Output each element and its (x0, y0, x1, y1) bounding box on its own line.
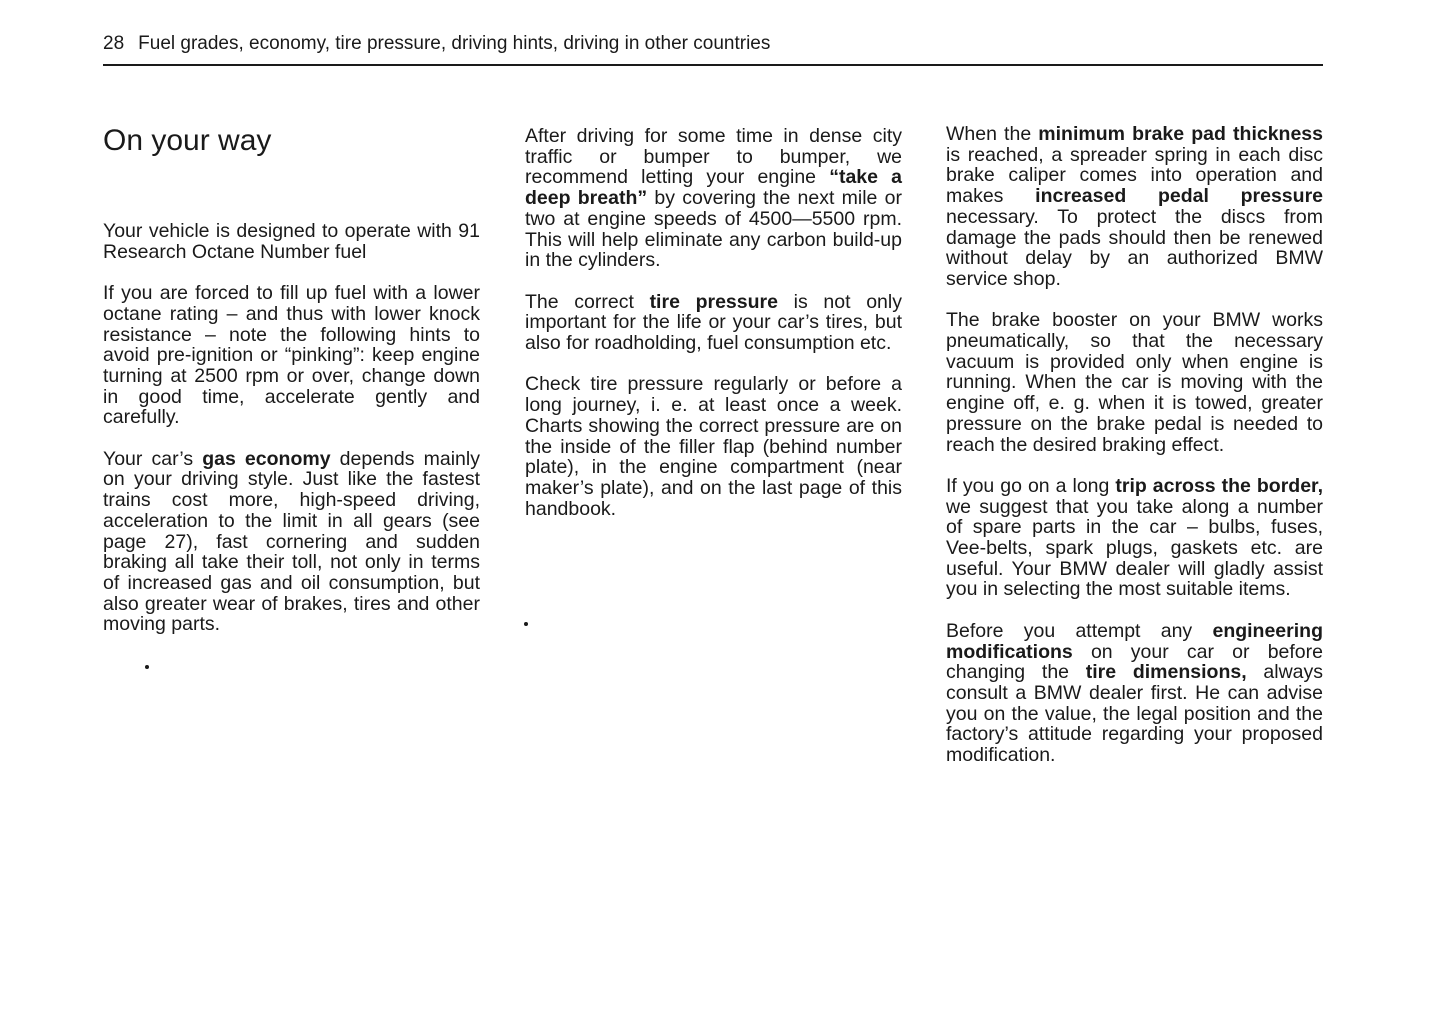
section-title: On your way (103, 124, 272, 157)
column-left (103, 124, 480, 656)
term-tire-pressure: tire pressure (649, 290, 778, 313)
term-pedal-pressure: increased pedal pressure (1035, 185, 1323, 208)
paragraph-fuel-rating: Your vehicle is designed to operate with 91 Research Octane Number fuel (103, 220, 480, 263)
term-brake-pad-thickness: minimum brake pad thickness (1038, 123, 1323, 145)
header-rule (103, 64, 1323, 66)
paragraph-modifications: Before you attempt any engineering modifications on your car or before changing the tire dimensions, always consult a BMW dealer first. He can advise you on the value, the legal position and the factory’s attitude regarding your proposed modification. (946, 619, 1323, 767)
paragraph-gas-economy: Your car’s gas economy depends mainly on your driving style. Just like the fastest trains cost more, high-speed driving, acceleration to the limit in all gears (see page 27), fast cornering and sudden braking all take their toll, not only in terms of increased gas and oil consumption, but also greater wear of brakes, tires and other moving parts. (103, 447, 480, 636)
paragraph-border-trip: If you go on a long trip across the border, we suggest that you take along a number of spare parts in the car – bulbs, fuses, Vee-belts, spark plugs, gaskets etc. are useful. Your BMW dealer will gladly assist you in selecting the most suitable items. (946, 474, 1323, 601)
term-trip-across-border: trip across the border, (1115, 474, 1323, 497)
column-middle (525, 126, 902, 540)
term-deep-breath: “take a deep breath” (525, 166, 903, 210)
stray-dot-mark (524, 622, 528, 626)
header-title: Fuel grades, economy, tire pressure, driving hints, driving in other countries (138, 33, 771, 54)
paragraph-check-pressure: Check tire pressure regularly or before a long journey, i. e. at least once a week. Charts showing the correct pressure are on the inside of the filler flap (behind number plate), in the engine compartment (near maker’s plate), and on the last page of this handbook. (525, 373, 902, 520)
term-engineering-modifications: engineering modifications (946, 619, 1323, 663)
paragraph-brake-booster: The brake booster on your BMW works pneumatically, so that the necessary vacuum is provided only when engine is running. When the car is moving with the engine off, e. g. when it is towed, greater pressure on the brake pedal is needed to reach the desired braking effect. (946, 309, 1323, 456)
term-gas-economy: gas economy (202, 447, 331, 470)
paragraph-deep-breath: After driving for some time in dense city traffic or bumper to bumper, we recommend letting your engine “take a deep breath” by covering the next mile or two at engine speeds of 4500—5500 rpm. This will help eliminate any carbon build-up in the cylinders. (525, 125, 903, 272)
paragraph-brake-pads: When the minimum brake pad thickness is reached, a spreader spring in each disc brake caliper comes into operation and makes increased pedal pressure necessary. To protect the discs from damage the pads should then be renewed without delay by an authorized BMW service shop. (946, 123, 1323, 290)
page-number: 28 (103, 33, 125, 54)
column-right (946, 124, 1323, 786)
stray-dot-mark (145, 665, 149, 669)
page-header (103, 33, 770, 55)
term-tire-dimensions: tire dimensions, (1085, 661, 1247, 684)
paragraph-low-octane: If you are forced to fill up fuel with a lower octane rating – and thus with lower knock resistance – note the following hints to avoid pre-ignition or “pinking”: keep engine turning at 2500 rpm or over, change down in good time, accelerate gently and carefully. (103, 282, 480, 429)
paragraph-tire-pressure: The correct tire pressure is not only important for the life or your car’s tires, but also for roadholding, fuel consumption etc. (525, 290, 902, 355)
